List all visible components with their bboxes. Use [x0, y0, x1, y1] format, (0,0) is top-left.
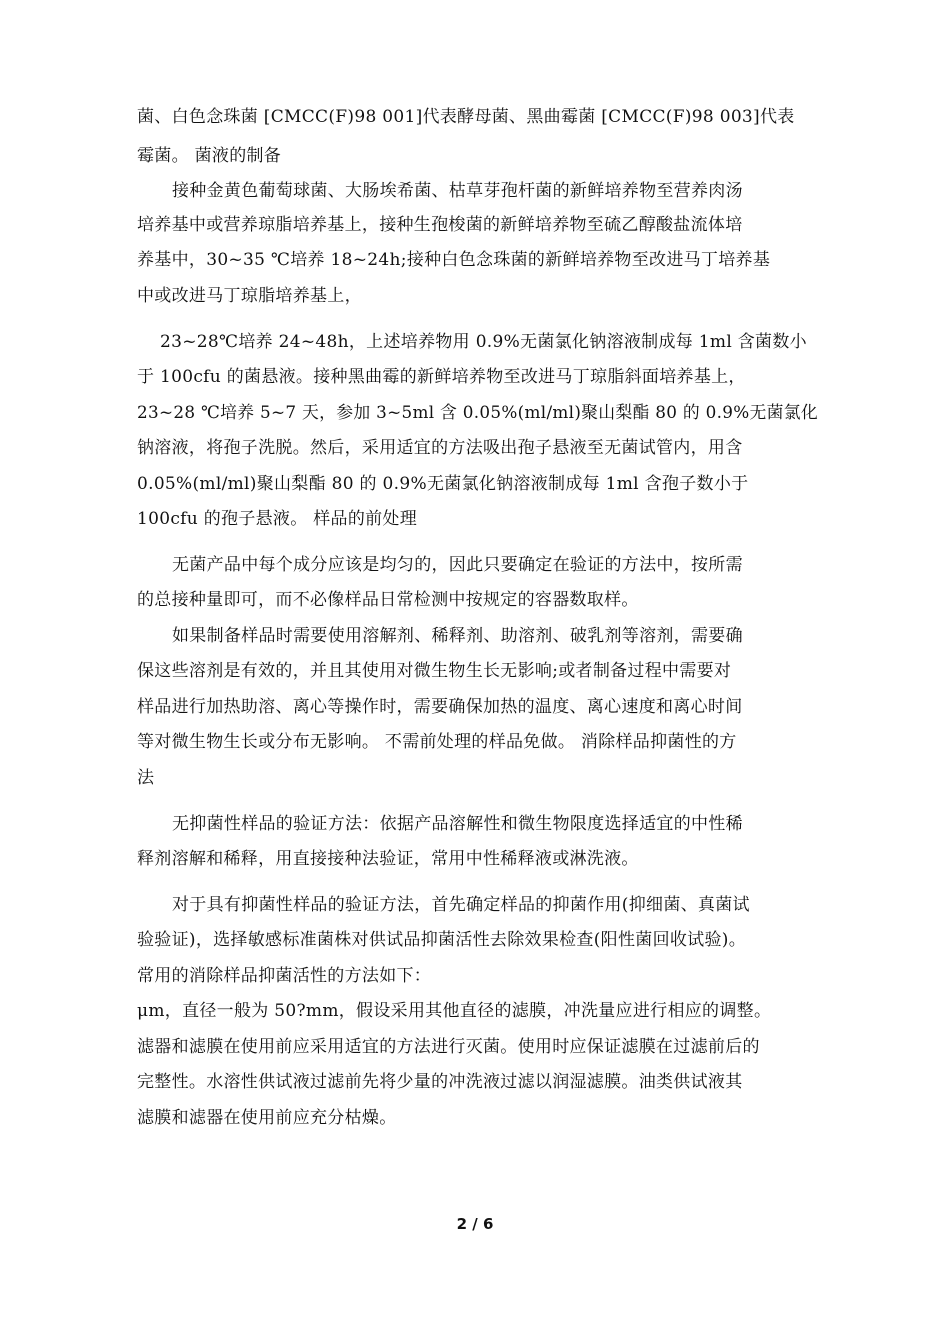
text-line: 培养基中或营养琼脂培养基上，接种生孢梭菌的新鲜培养物至硫乙醇酸盐流体培	[137, 215, 743, 235]
text-line: 0.05%(ml/ml)聚山梨酯 80 的 0.9%无菌氯化钠溶液制成每 1ml 含孢子数小于	[137, 474, 749, 494]
text-line: 对于具有抑菌性样品的验证方法，首先确定样品的抑菌作用(抑细菌、真菌试	[172, 895, 750, 915]
text-line: 如果制备样品时需要使用溶解剂、稀释剂、助溶剂、破乳剂等溶剂，需要确	[172, 626, 743, 646]
text-line: 无抑菌性样品的验证方法：依据产品溶解性和微生物限度选择适宜的中性稀	[172, 814, 743, 834]
text-line: 常用的消除样品抑菌活性的方法如下：	[137, 966, 432, 986]
text-line: 样品进行加热助溶、离心等操作时，需要确保加热的温度、离心速度和离心时间	[137, 697, 743, 717]
text-line: 无菌产品中每个成分应该是均匀的，因此只要确定在验证的方法中，按所需	[172, 555, 743, 575]
text-line: 23~28℃培养 24~48h，上述培养物用 0.9%无菌氯化钠溶液制成每 1ml 含菌数小	[160, 332, 807, 352]
text-line: 钠溶液，将孢子洗脱。然后，采用适宜的方法吸出孢子悬液至无菌试管内，用含	[137, 438, 743, 458]
text-line: 等对微生物生长或分布无影响。 不需前处理的样品免做。 消除样品抑菌性的方	[137, 732, 737, 752]
text-line: 验验证)，选择敏感标准菌株对供试品抑菌活性去除效果检查(阳性菌回收试验)。	[137, 930, 746, 950]
text-line: 23~28 ℃培养 5~7 天，参加 3~5ml 含 0.05%(ml/ml)聚山梨酯 80 的 0.9%无菌氯化	[137, 403, 818, 423]
text-line: 100cfu 的孢子悬液。 样品的前处理	[137, 509, 418, 529]
text-line: 霉菌。 菌液的制备	[137, 146, 282, 166]
text-line: 的总接种量即可，而不必像样品日常检测中按规定的容器数取样。	[137, 590, 639, 610]
text-line: 滤膜和滤器在使用前应充分枯燥。	[137, 1108, 397, 1128]
text-line: 保这些溶剂是有效的，并且其使用对微生物生长无影响;或者制备过程中需要对	[137, 661, 732, 681]
text-line: 接种金黄色葡萄球菌、大肠埃希菌、枯草芽孢杆菌的新鲜培养物至营养肉汤	[172, 181, 743, 201]
text-line: 于 100cfu 的菌悬液。接种黑曲霉的新鲜培养物至改进马丁琼脂斜面培养基上，	[137, 367, 746, 387]
text-line: 滤器和滤膜在使用前应采用适宜的方法进行灭菌。使用时应保证滤膜在过滤前后的	[137, 1037, 760, 1057]
text-line: μm，直径一般为 50?mm，假设采用其他直径的滤膜，冲洗量应进行相应的调整。	[137, 1001, 772, 1021]
text-line: 法	[137, 768, 155, 788]
page-number: 2 / 6	[456, 1215, 494, 1233]
text-line: 菌、白色念珠菌 [CMCC(F)98 001]代表酵母菌、黑曲霉菌 [CMCC(F)98 003]代表	[137, 107, 795, 127]
text-line: 养基中，30~35 ℃培养 18~24h;接种白色念珠菌的新鲜培养物至改进马丁培养基	[137, 250, 771, 270]
text-line: 完整性。水溶性供试液过滤前先将少量的冲洗液过滤以润湿滤膜。油类供试液其	[137, 1072, 743, 1092]
text-line: 释剂溶解和稀释，用直接接种法验证，常用中性稀释液或淋洗液。	[137, 849, 639, 869]
text-line: 中或改进马丁琼脂培养基上，	[137, 286, 362, 306]
